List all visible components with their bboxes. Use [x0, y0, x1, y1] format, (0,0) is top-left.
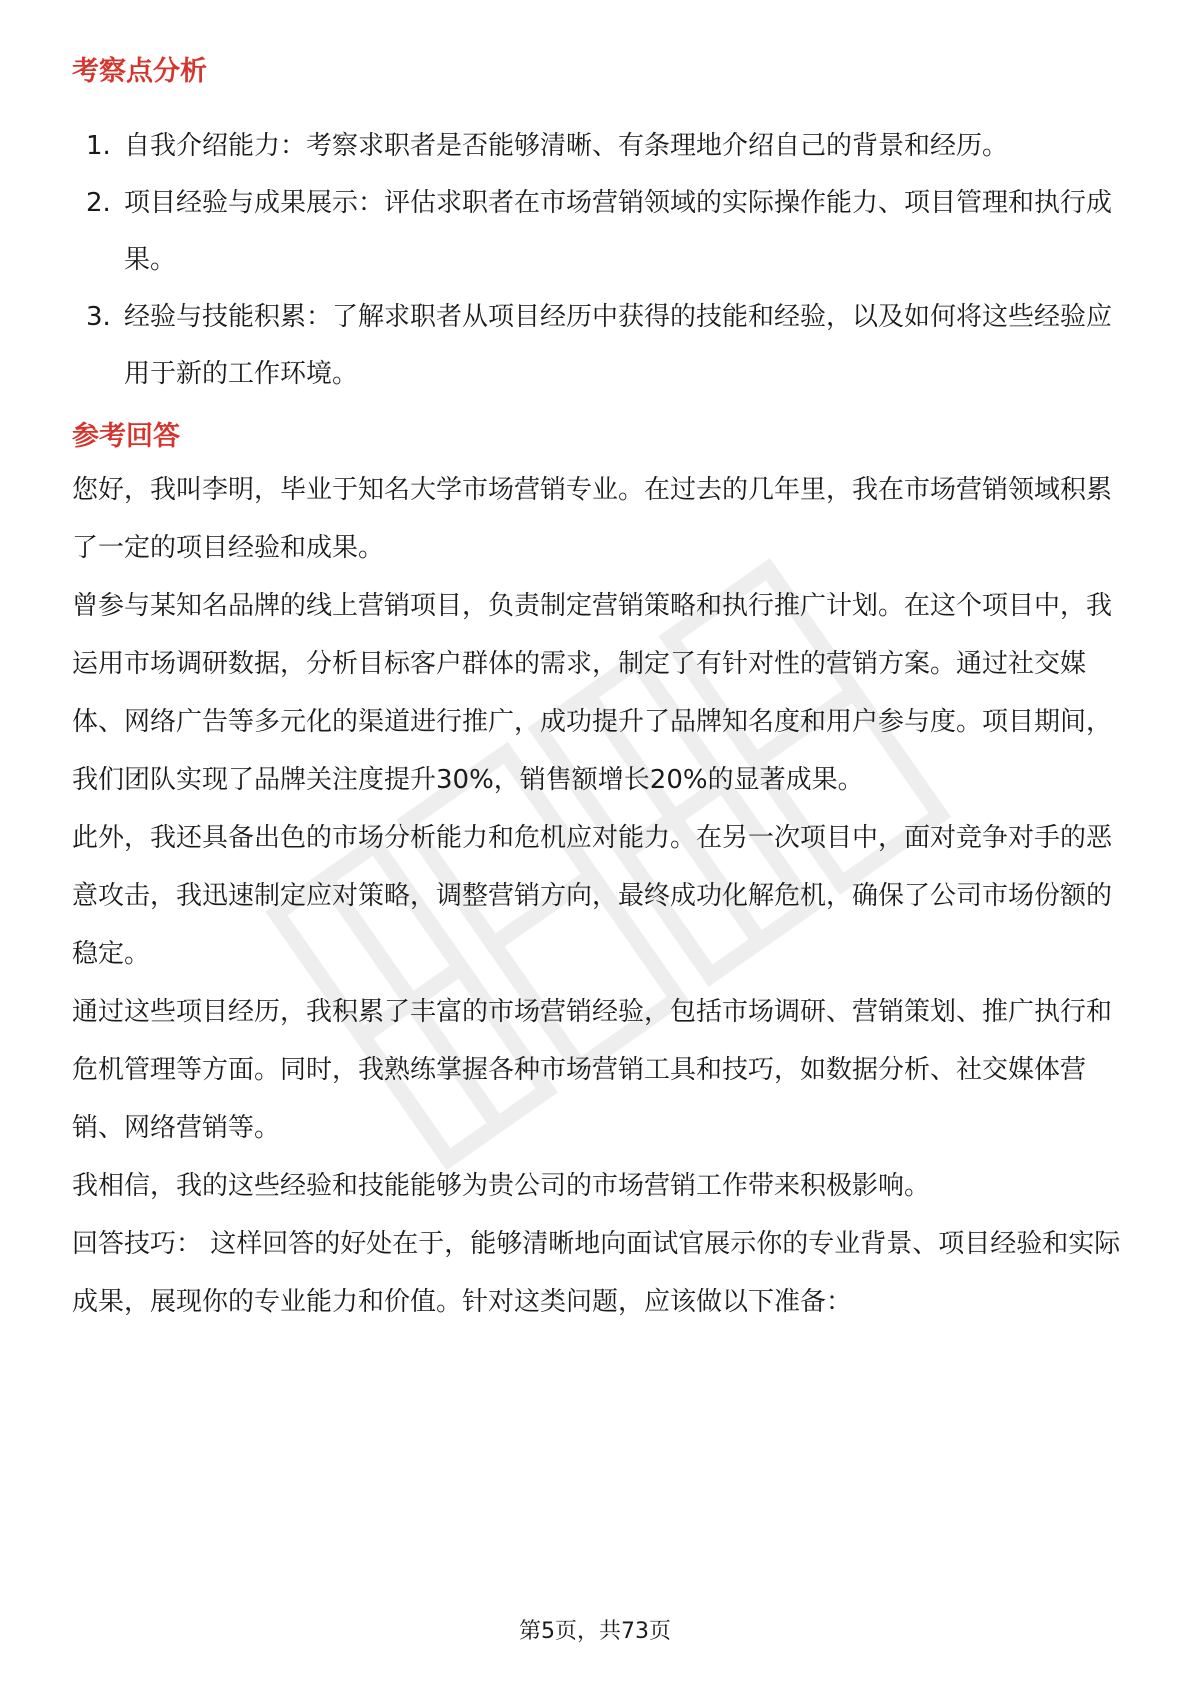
section-title-answer: 参考回答 — [72, 421, 180, 452]
document-content — [72, 48, 1122, 1331]
answer-paragraph-intro: 您好，我叫李明，毕业于知名大学市场营销专业。在过去的几年里，我在市场营销领域积累了一定的项目经验和成果。 — [72, 475, 1113, 563]
answer-paragraph-crisis: 此外，我还具备出色的市场分析能力和危机应对能力。在另一次项目中，面对竞争对手的恶意攻击，我迅速制定应对策略，调整营销方向，最终成功化解危机，确保了公司市场份额的稳定。 — [72, 823, 1113, 969]
list-item-number: 1. — [86, 131, 111, 161]
answer-paragraph-closing: 我相信，我的这些经验和技能能够为贵公司的市场营销工作带来积极影响。 — [72, 1171, 931, 1201]
list-item-number: 3. — [86, 302, 111, 332]
list-item-number: 2. — [86, 188, 111, 218]
section-title-analysis: 考察点分析 — [72, 56, 207, 87]
list-item — [72, 175, 1122, 289]
list-item — [72, 118, 1122, 175]
list-item-text: 经验与技能积累：了解求职者从项目经历中获得的技能和经验，以及如何将这些经验应用于新的工作环境。 — [124, 302, 1113, 389]
list-item-text: 项目经验与成果展示：评估求职者在市场营销领域的实际操作能力、项目管理和执行成果。 — [124, 188, 1113, 275]
list-item-text: 自我介绍能力：考察求职者是否能够清晰、有条理地介绍自己的背景和经历。 — [124, 131, 1009, 161]
answer-paragraph-tips: 回答技巧： 这样回答的好处在于，能够清晰地向面试官展示你的专业背景、项目经验和实际成果，展现你的专业能力和价值。针对这类问题，应该做以下准备： — [72, 1229, 1121, 1317]
page-number: 第5页，共73页 — [519, 1619, 671, 1644]
list-item — [72, 289, 1122, 403]
answer-paragraph-project: 曾参与某知名品牌的线上营销项目，负责制定营销策略和执行推广计划。在这个项目中，我运用市场调研数据，分析目标客户群体的需求，制定了有针对性的营销方案。通过社交媒体、网络广告等多元化的渠道进行推广，成功提升了品牌知名度和用户参与度。项目期间，我们团队实现了品牌关注度提升30%，销售额增长20%的显著成果。 — [72, 591, 1113, 795]
analysis-list — [72, 118, 1122, 403]
answer-paragraph-summary: 通过这些项目经历，我积累了丰富的市场营销经验，包括市场调研、营销策划、推广执行和危机管理等方面。同时，我熟练掌握各种市场营销工具和技巧，如数据分析、社交媒体营销、网络营销等。 — [72, 997, 1113, 1143]
